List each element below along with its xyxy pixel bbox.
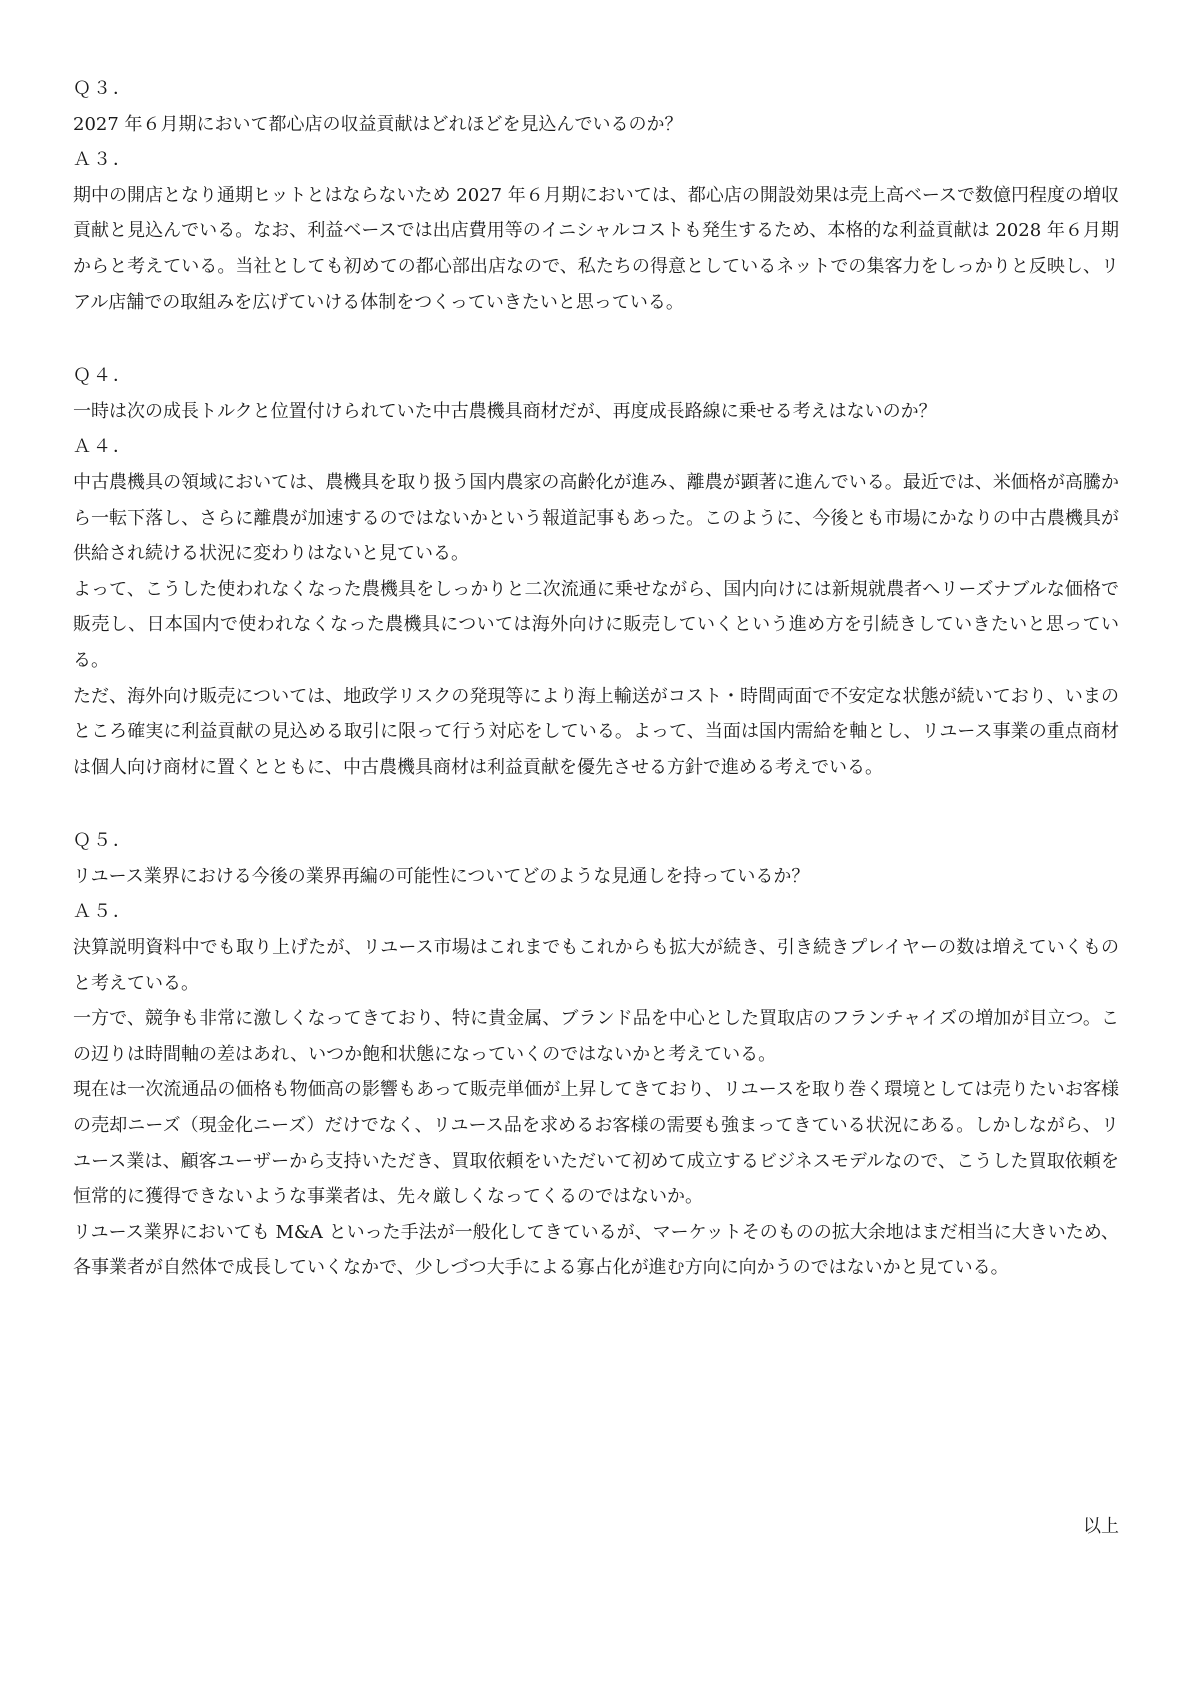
answer-paragraph: ただ、海外向け販売については、地政学リスクの発現等により海上輸送がコスト・時間両面で不安定な状態が続いており、いまのところ確実に利益貢献の見込める取引に限って行う対応をしている。よって、当面は国内需給を軸とし、リユース事業の重点商材は個人向け商材に置くとともに、中古農機具商材は利益貢献を優先させる方針で進める考えでいる。 <box>73 685 1119 778</box>
answer-paragraph: 期中の開店となり通期ヒットとはならないため 2027 年６月期においては、都心店の開設効果は売上高ベースで数億円程度の増収貢献と見込んでいる。なお、利益ベースでは出店費用等のイニシャルコストも発生するため、本格的な利益貢献は 2028 年６月期からと考えている。当社としても初めての都心部出店なので、私たちの得意としているネットでの集客力をしっかりと反映し、リアル店舗での取組みを広げていける体制をつくっていきたいと思っている。 <box>73 184 1119 313</box>
question-text: リユース業界における今後の業界再編の可能性についてどのような見通しを持っているか？ <box>73 865 810 887</box>
question-label: Ｑ３． <box>73 78 133 99</box>
answer-paragraph: 一方で、競争も非常に激しくなってきており、特に貴金属、ブランド品を中心とした買取店のフランチャイズの増加が目立つ。この辺りは時間軸の差はあれ、いつか飽和状態になっていくのではないかと考えている。 <box>73 1008 1119 1065</box>
qa-section-4 <box>73 358 1119 785</box>
closing-mark: 以上 <box>1083 1516 1119 1537</box>
question-text: 2027 年６月期において都心店の収益貢献はどれほどを見込んでいるのか？ <box>73 113 683 135</box>
qa-section-3 <box>73 71 1119 320</box>
qa-section-5 <box>73 823 1119 1286</box>
question-label: Ｑ５． <box>73 830 133 852</box>
answer-paragraph: 中古農機具の領域においては、農機具を取り扱う国内農家の高齢化が進み、離農が顕著に進んでいる。最近では、米価格が高騰から一転下落し、さらに離農が加速するのではないかという報道記事もあった。このように、今後とも市場にかなりの中古農機具が供給され続ける状況に変わりはないと見ている。 <box>73 471 1119 565</box>
answer-paragraph: 現在は一次流通品の価格も物価高の影響もあって販売単価が上昇してきており、リユースを取り巻く環境としては売りたいお客様の売却ニーズ（現金化ニーズ）だけでなく、リユース品を求めるお客様の需要も強まってきている状況にある。しかしながら、リユース業は、顧客ユーザーから支持いただき、買取依頼をいただいて初めて成立するビジネスモデルなので、こうした買取依頼を恒常的に獲得できないような事業者は、先々厳しくなってくるのではないか。 <box>73 1079 1119 1208</box>
question-label: Ｑ４． <box>73 365 133 387</box>
answer-paragraph: 決算説明資料中でも取り上げたが、リユース市場はこれまでもこれからも拡大が続き、引き続きプレイヤーの数は増えていくものと考えている。 <box>73 937 1119 994</box>
answer-paragraph: リユース業界においても M&A といった手法が一般化してきているが、マーケットそのものの拡大余地はまだ相当に大きいため、各事業者が自然体で成長していくなかで、少しづつ大手による寡占化が進む方向に向かうのではないかと見ている。 <box>73 1221 1120 1279</box>
answer-label: Ａ５． <box>73 901 133 923</box>
answer-paragraph: よって、こうした使われなくなった農機具をしっかりと二次流通に乗せながら、国内向けには新規就農者へリーズナブルな価格で販売し、日本国内で使われなくなった農機具については海外向けに販売していくという進め方を引続きしていきたいと思っている。 <box>73 578 1119 671</box>
answer-label: Ａ３． <box>73 149 133 171</box>
answer-label: Ａ４． <box>73 436 133 458</box>
question-text: 一時は次の成長トルクと位置付けられていた中古農機具商材だが、再度成長路線に乗せる考えはないのか？ <box>73 400 937 422</box>
document-body <box>73 71 1119 1324</box>
